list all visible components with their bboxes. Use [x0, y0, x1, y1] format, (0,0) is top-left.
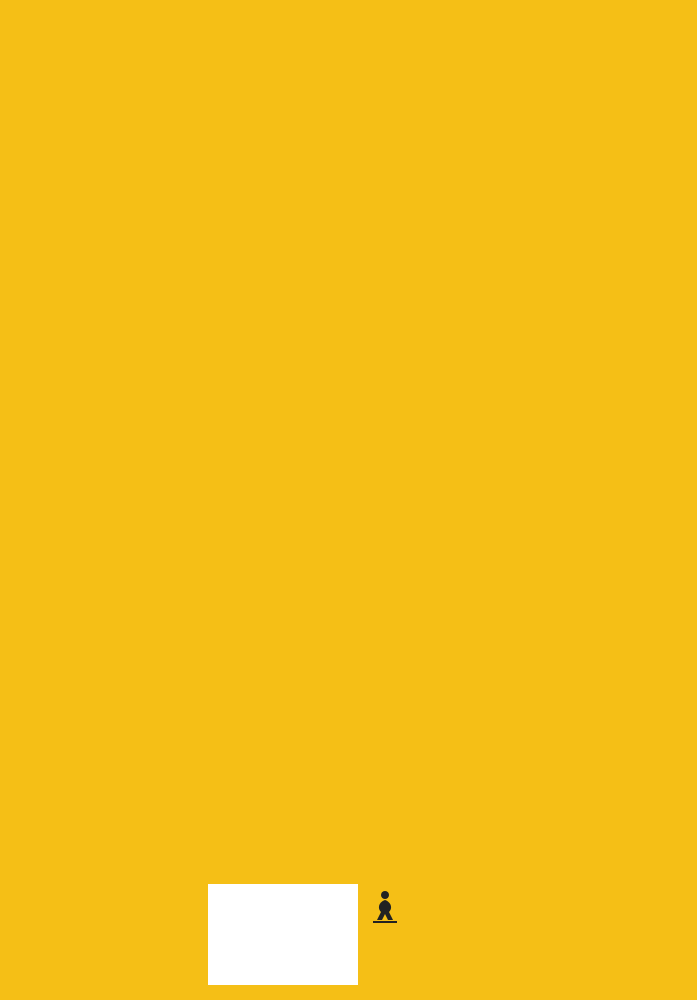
publisher-logo [371, 890, 511, 940]
barcode-label [208, 884, 358, 985]
bombora-logo-icon [371, 890, 399, 924]
barcode-bars [217, 903, 349, 967]
